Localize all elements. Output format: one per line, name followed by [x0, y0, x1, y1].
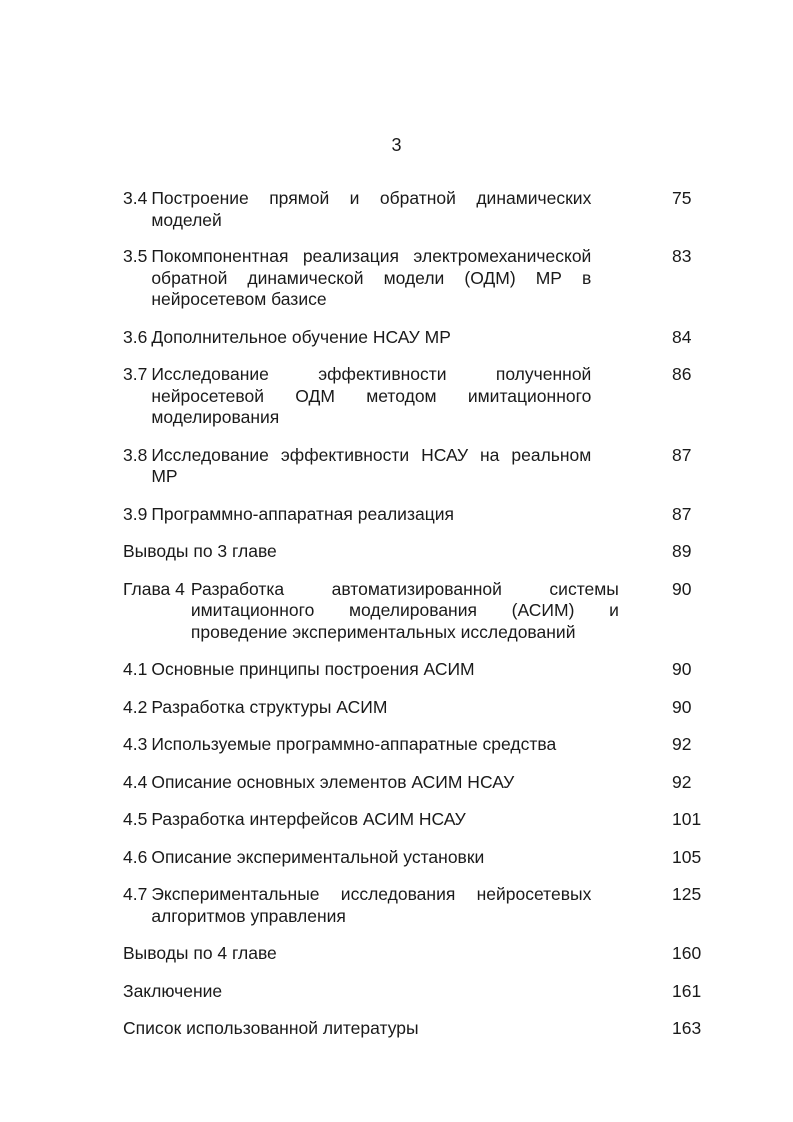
toc-entry-chapter-4 [123, 579, 708, 644]
toc-entry-page: 84 [672, 326, 692, 347]
toc-entry-number: 3.8 [123, 444, 148, 465]
toc-entry-title: Разработка интерфейсов АСИМ НСАУ [151, 809, 466, 829]
toc-entry-number: 4.2 [123, 696, 148, 717]
toc-entry-title: Программно-аппаратная реализация [151, 503, 454, 524]
toc-entry-number: 3.7 [123, 364, 148, 384]
toc-entry-number: 3.5 [123, 246, 148, 266]
toc-entry-references [123, 1018, 708, 1040]
toc-entry-title: Описание основных элементов АСИМ НСАУ [151, 771, 515, 792]
toc-entry-title: Исследование эффективности НСАУ на реальном МР [151, 444, 592, 486]
toc-entry-3-4 [123, 188, 708, 231]
toc-entry-page: 87 [672, 444, 692, 465]
toc-entry-page: 87 [672, 503, 692, 524]
toc-entry-title: Выводы по 3 главе [123, 541, 277, 561]
toc-entry-title: Основные принципы построения АСИМ [151, 659, 475, 679]
toc-entry-title: Построение прямой и обратной динамических моделей [151, 188, 592, 230]
toc-entry-page: 92 [672, 771, 692, 792]
toc-entry-3-9 [123, 504, 708, 526]
toc-entry-page: 160 [672, 943, 702, 963]
toc-entry-title: Разработка структуры АСИМ [151, 696, 388, 717]
toc-entry-page: 163 [672, 1018, 702, 1038]
toc-entry-4-3 [123, 734, 708, 756]
toc-entry-page: 105 [672, 846, 702, 867]
toc-entry-number: 3.4 [123, 188, 148, 208]
toc-entry-title: Дополнительное обучение НСАУ МР [151, 326, 451, 347]
toc-entry-number: Глава 4 [123, 578, 185, 599]
toc-entry-3-8 [123, 445, 708, 488]
toc-entry-title: Разработка автоматизированной системы имитационного моделирования (АСИМ) и проведение экспериментальных исследований [190, 578, 619, 642]
toc-entry-title: Описание экспериментальной установки [151, 846, 485, 867]
toc-entry-title: Экспериментальные исследования нейросетевых алгоритмов управления [151, 884, 592, 926]
toc-entry-title: Исследование эффективности полученной нейросетевой ОДМ методом имитационного моделирования [151, 364, 592, 427]
toc-entry-chapter-3-conclusions [123, 541, 708, 563]
toc-entry-4-5 [123, 809, 708, 831]
toc-entry-4-4 [123, 772, 708, 794]
toc-entry-3-6 [123, 327, 708, 349]
toc-entry-page: 161 [672, 980, 702, 1001]
toc-entry-title: Список использованной литературы [123, 1018, 419, 1038]
table-of-contents [123, 188, 708, 1040]
toc-entry-number: 3.9 [123, 503, 148, 524]
toc-entry-3-5 [123, 246, 708, 311]
toc-entry-page: 125 [672, 884, 702, 904]
toc-entry-number: 3.6 [123, 326, 148, 347]
toc-entry-number: 4.4 [123, 771, 148, 792]
toc-entry-title: Используемые программно-аппаратные средства [151, 734, 557, 754]
toc-entry-4-2 [123, 697, 708, 719]
toc-entry-4-1 [123, 659, 708, 681]
toc-entry-number: 4.3 [123, 734, 148, 754]
toc-entry-page: 90 [672, 659, 692, 679]
toc-entry-chapter-4-conclusions [123, 943, 708, 965]
toc-entry-4-6 [123, 847, 708, 869]
toc-entry-page: 101 [672, 809, 702, 829]
toc-entry-number: 4.6 [123, 846, 148, 867]
toc-entry-4-7 [123, 884, 708, 927]
toc-entry-title: Заключение [123, 980, 223, 1001]
toc-entry-page: 92 [672, 734, 692, 754]
toc-entry-page: 89 [672, 541, 692, 561]
page-number: 3 [391, 135, 402, 155]
toc-entry-conclusion [123, 981, 708, 1003]
toc-entry-3-7 [123, 364, 708, 429]
toc-entry-number: 4.7 [123, 884, 148, 904]
toc-entry-page: 75 [672, 188, 692, 208]
toc-entry-page: 90 [672, 696, 692, 717]
toc-entry-number: 4.5 [123, 809, 148, 829]
toc-entry-page: 90 [672, 578, 692, 599]
toc-entry-title: Выводы по 4 главе [123, 943, 277, 963]
toc-entry-number: 4.1 [123, 659, 148, 679]
toc-entry-page: 83 [672, 246, 692, 266]
toc-entry-title: Покомпонентная реализация электромеханической обратной динамической модели (ОДМ) МР в нейросетевом базисе [151, 246, 592, 309]
toc-entry-page: 86 [672, 364, 692, 384]
